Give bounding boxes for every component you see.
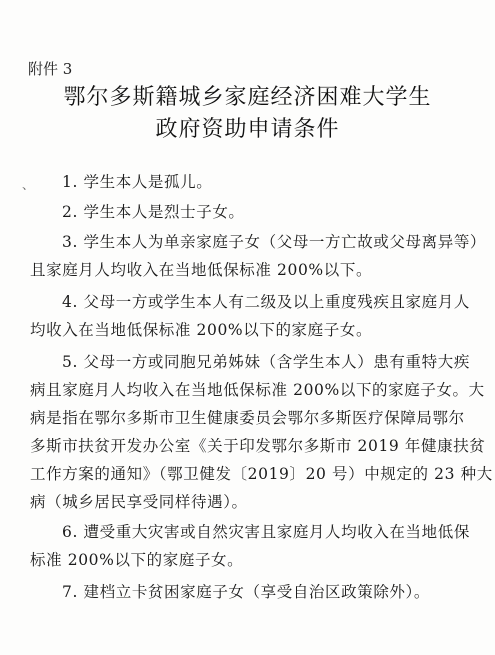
condition-line: 病（城乡居民享受同样待遇）。 — [30, 493, 248, 511]
condition-line: 6. 遭受重大灾害或自然灾害且家庭月人均收入在当地低保 — [62, 523, 470, 541]
condition-item-4 — [30, 288, 470, 344]
condition-line: 5. 父母一方或同胞兄弟姊妹（含学生本人）患有重特大疾 — [62, 353, 470, 371]
condition-line: 病是指在鄂尔多斯市卫生健康委员会鄂尔多斯医疗保障局鄂尔 — [30, 409, 465, 427]
condition-line: 多斯市扶贫开发办公室《关于印发鄂尔多斯市 2019 年健康扶贫 — [30, 437, 486, 455]
condition-line: 3. 学生本人为单亲家庭子女（父母一方亡故或父母离异等） — [62, 233, 487, 251]
condition-line: 1. 学生本人是孤儿。 — [62, 173, 213, 191]
condition-line: 病且家庭月人均收入在当地低保标准 200%以下的家庭子女。大 — [30, 381, 485, 399]
attachment-label: 附件 3 — [28, 60, 73, 78]
condition-item-3 — [30, 228, 487, 284]
condition-line: 工作方案的通知》（鄂卫健发〔2019〕20 号）中规定的 23 种大 — [30, 465, 493, 483]
stray-mark: 、 — [22, 178, 35, 192]
page-title-line-2: 政府资助申请条件 — [155, 117, 340, 142]
condition-line: 均收入在当地低保标准 200%以下的家庭子女。 — [30, 321, 373, 339]
condition-item-5 — [30, 348, 493, 516]
condition-item-7 — [30, 578, 470, 606]
page-title-line-1: 鄂尔多斯籍城乡家庭经济困难大学生 — [63, 85, 432, 110]
condition-item-6 — [30, 518, 470, 574]
condition-item-1 — [30, 168, 470, 196]
condition-line: 标准 200%以下的家庭子女。 — [30, 551, 244, 569]
condition-line: 7. 建档立卡贫困家庭子女（享受自治区政策除外）。 — [62, 583, 430, 601]
condition-line: 2. 学生本人是烈士子女。 — [62, 203, 245, 221]
condition-line: 4. 父母一方或学生本人有二级及以上重度残疾且家庭月人 — [62, 293, 470, 311]
condition-line: 且家庭月人均收入在当地低保标准 200%以下。 — [30, 261, 373, 279]
condition-item-2 — [30, 198, 470, 226]
